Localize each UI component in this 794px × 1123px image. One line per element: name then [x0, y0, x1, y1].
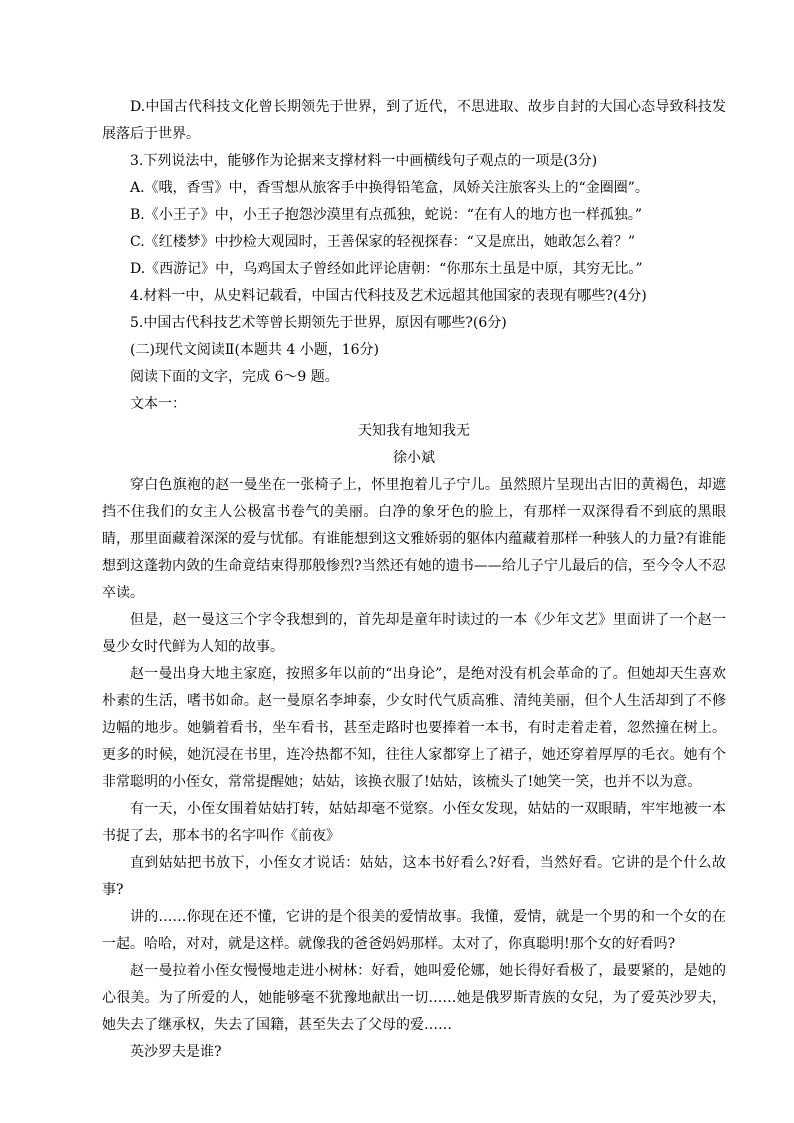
article-paragraph: 讲的……你现在还不懂，它讲的是个很美的爱情故事。我懂，爱情，就是一个男的和一个女的在一起。哈哈，对对，就是这样。就像我的爸爸妈妈那样。太对了，你真聪明!那个女的好看吗? — [102, 909, 726, 952]
question-3-option-d: D.《西游记》中，乌鸡国太子曾经如此评论唐朝：“你那东土虽是中原，其穷无比。” — [130, 261, 643, 277]
option-d-prev: D.中国古代科技文化曾长期领先于世界，到了近代，不思进取、故步自封的大国心态导致科技发展落后于世界。 — [102, 99, 726, 142]
question-4: 4.材料一中，从史料记载看，中国古代科技及艺术远超其他国家的表现有哪些?(4分) — [130, 288, 647, 304]
section-heading: (二)现代文阅读Ⅱ(本题共 4 小题，16分) — [130, 342, 379, 358]
article-paragraph: 有一天，小侄女围着姑姑打转，姑姑却毫不觉察。小侄女发现，姑姑的一双眼睛，牢牢地被一本书捉了去，那本书的名字叫作《前夜》 — [102, 801, 726, 844]
article-author: 徐小斌 — [393, 450, 435, 466]
document-page — [102, 94, 726, 1066]
article-paragraph: 赵一曼出身大地主家庭，按照多年以前的“出身论”，是绝对没有机会革命的了。但她却天生喜欢朴素的生活，嗜书如命。赵一曼原名李坤泰，少女时代气质高雅、清纯美丽，但个人生活却到了不修边幅的地步。她躺着看书，坐车看书，甚至走路时也要捧着一本书，有时走着走着，忽然撞在树上。更多的时候，她沉浸在书里，连冷热都不知，往往人家都穿上了裙子，她还穿着厚厚的毛衣。她有个非常聪明的小侄女，常常提醒她；姑姑，该换衣服了!姑姑，该梳头了!她笑一笑，也并不以为意。 — [102, 666, 726, 790]
reading-instruction: 阅读下面的文字，完成 6～9 题。 — [130, 369, 339, 385]
article-paragraph: 直到姑姑把书放下，小侄女才说话：姑姑，这本书好看么?好看，当然好看。它讲的是个什么故事? — [102, 855, 726, 898]
question-3-option-b: B.《小王子》中，小王子抱怨沙漠里有点孤独，蛇说：“在有人的地方也一样孤独。” — [130, 207, 643, 223]
article-paragraph: 但是，赵一曼这三个字令我想到的，首先却是童年时读过的一本《少年文艺》里面讲了一个赵一曼少女时代鲜为人知的故事。 — [102, 612, 726, 655]
question-5: 5.中国古代科技艺术等曾长期领先于世界，原因有哪些?(6分) — [130, 315, 507, 331]
article-paragraph: 赵一曼拉着小侄女慢慢地走进小树林：好看，她叫爱伦娜，她长得好看极了，最要紧的，是她的心很美。为了所爱的人，她能够毫不犹豫地献出一切……她是俄罗斯青族的女兒，为了爱英沙罗夫，她失去了继承权，失去了国籍，甚至失去了父母的爱…… — [102, 963, 726, 1033]
article-paragraph: 穿白色旗袍的赵一曼坐在一张椅子上，怀里抱着儿子宁儿。虽然照片呈现出古旧的黄褐色，却遮挡不住我们的女主人公极富书卷气的美丽。白净的象牙色的脸上，有那样一双深得看不到底的黑眼睛，那里面藏着深深的爱与忧郁。有谁能想到这文雅娇弱的躯体内蕴藏着那样一种骇人的力量?有谁能想到这蓬勃内敛的生命竟结束得那般惨烈?当然还有她的遗书——给儿子宁儿最后的信，至今令人不忍卒读。 — [102, 477, 726, 601]
question-3-stem: 3.下列说法中，能够作为论据来支撑材料一中画横线句子观点的一项是(3分) — [130, 153, 598, 169]
article-paragraph: 英沙罗夫是谁? — [130, 1044, 222, 1060]
question-3-option-c: C.《红楼梦》中抄检大观园时，王善保家的轻视探春：“又是庶出，她敢怎么着？” — [130, 234, 635, 250]
text-label: 文本一： — [130, 396, 186, 412]
article-title: 天知我有地知我无 — [358, 423, 470, 439]
question-3-option-a: A.《哦，香雪》中，香雪想从旅客手中换得铅笔盒，凤娇关注旅客头上的“金圈圈”。 — [130, 180, 649, 196]
